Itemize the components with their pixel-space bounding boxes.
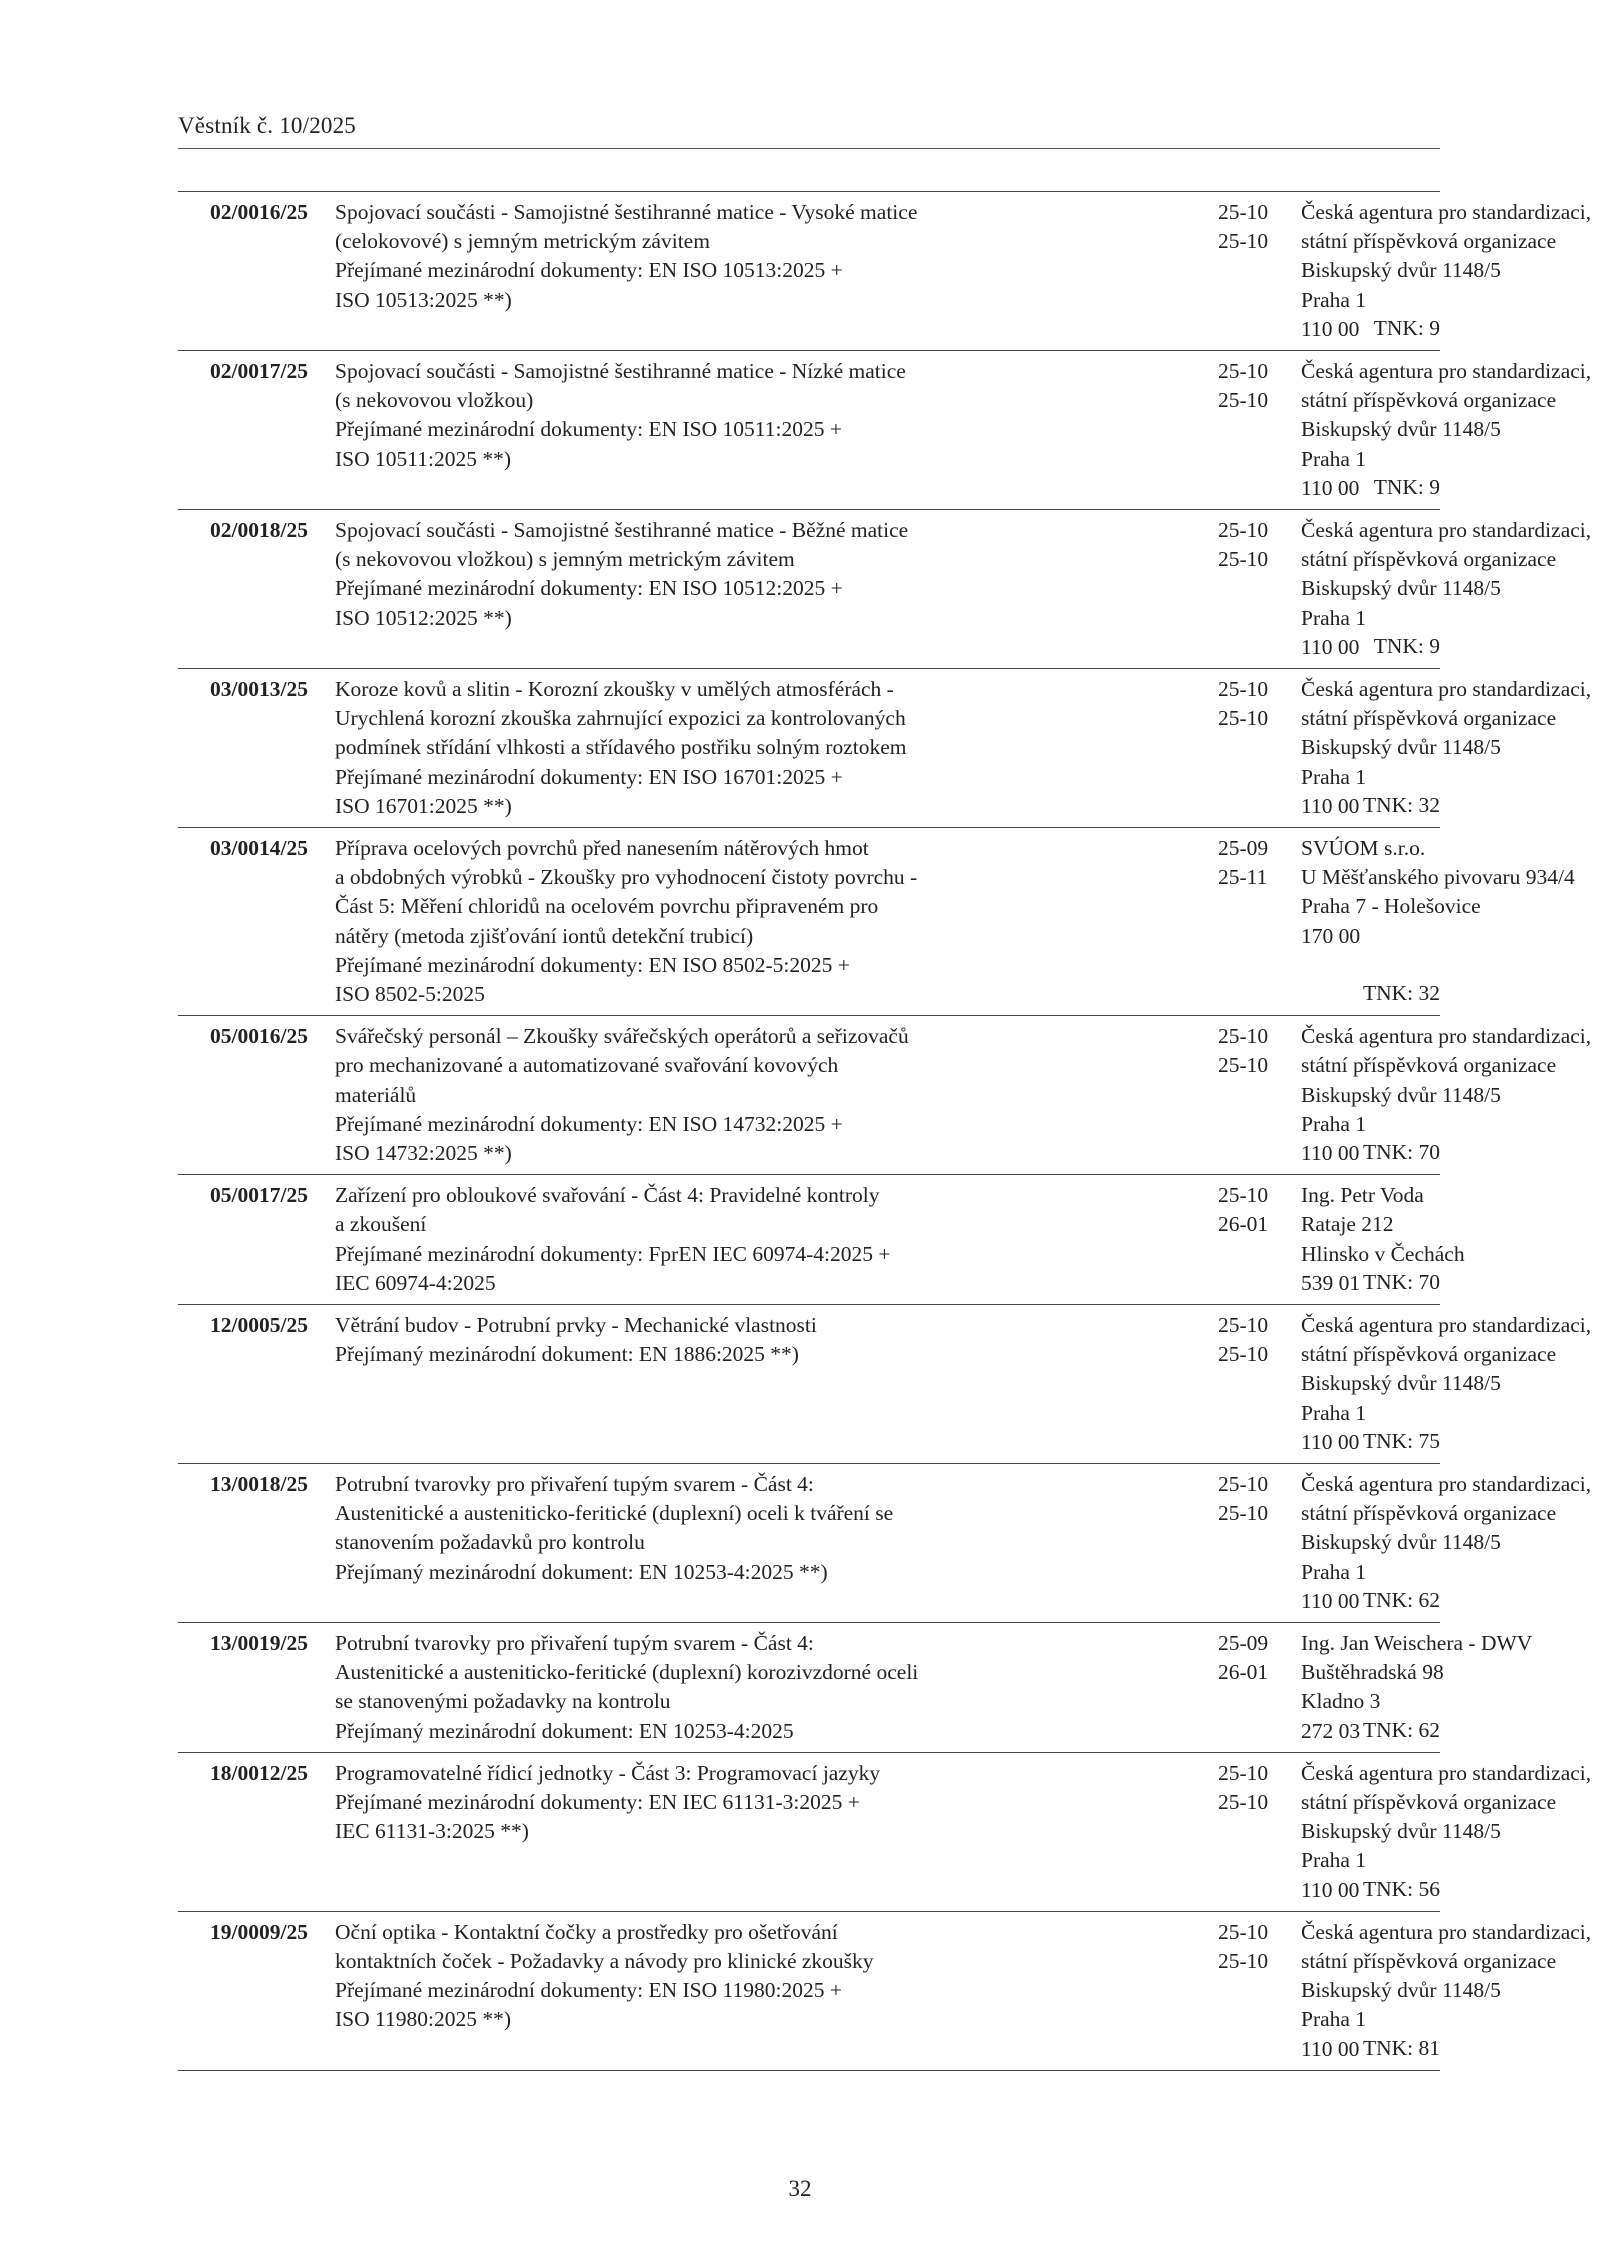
date-value: 25-10 <box>1218 547 1269 572</box>
organization-line: státní příspěvková organizace <box>1301 1501 1557 1526</box>
tnk-number: TNK: 32 <box>1362 792 1440 817</box>
standard-title-line: Programovatelné řídicí jednotky - Část 3: Programovací jazyky <box>335 1760 881 1785</box>
organization-line: státní příspěvková organizace <box>1301 1053 1557 1078</box>
standard-title-line: Větrání budov - Potrubní prvky - Mechanické vlastnosti <box>335 1312 817 1337</box>
organization-cell <box>1301 675 1592 821</box>
organization-line: Praha 7 - Holešovice <box>1301 894 1481 919</box>
date-value: 26-01 <box>1218 1660 1269 1685</box>
standard-title-line: Spojovací součásti - Samojistné šestihranné matice - Nízké matice <box>335 359 906 383</box>
standard-title-line: Přejímané mezinárodní dokumenty: EN ISO 16701:2025 + <box>335 764 843 789</box>
date-value: 25-10 <box>1218 1919 1269 1944</box>
standard-title-line: a obdobných výrobků - Zkoušky pro vyhodnocení čistoty povrchu - <box>335 865 918 890</box>
document-code-cell <box>178 516 308 545</box>
standard-title-line: Potrubní tvarovky pro přivaření tupým svarem - Část 4: <box>335 1471 814 1496</box>
standard-title-line: stanovením požadavků pro kontrolu <box>335 1530 645 1555</box>
organization-line: Ing. Jan Weischera - DWV <box>1301 1630 1533 1655</box>
page-header <box>178 112 1440 149</box>
table-row <box>178 1016 1592 1175</box>
standard-title-line: ISO 10511:2025 **) <box>335 446 511 471</box>
standards-table <box>178 191 1592 2071</box>
tnk-number: TNK: 70 <box>1362 1269 1440 1294</box>
standard-title-line: kontaktních čoček - Požadavky a návody pro klinické zkoušky <box>335 1948 874 1973</box>
table-row <box>178 1753 1592 1912</box>
standard-title-line: Austenitické a austeniticko-feritické (duplexní) oceli k tváření se <box>335 1501 894 1526</box>
standard-title-line: Přejímané mezinárodní dokumenty: EN ISO 10511:2025 + <box>335 417 842 442</box>
document-code: 18/0012/25 <box>210 1760 308 1785</box>
document-code: 02/0017/25 <box>210 359 308 383</box>
standard-title-cell <box>335 1918 1180 2035</box>
standard-title-cell <box>335 357 1180 474</box>
standard-title-line: a zkoušení <box>335 1212 427 1237</box>
table-row <box>178 1623 1533 1753</box>
date-value: 25-10 <box>1218 1053 1269 1078</box>
date-value: 25-10 <box>1218 1471 1269 1496</box>
standard-title-line: Urychlená korozní zkouška zahrnující expozici za kontrolovaných <box>335 706 906 731</box>
organization-line: Praha 1 <box>1301 605 1367 630</box>
organization-cell <box>1301 1181 1561 1298</box>
standard-title-line: Přejímaný mezinárodní dokument: EN 1886:2025 **) <box>335 1342 799 1367</box>
organization-line: Česká agentura pro standardizaci, <box>1301 1760 1592 1785</box>
dates-cell <box>1218 1311 1278 1369</box>
document-code-cell <box>178 1759 308 1788</box>
tnk-number: TNK: 75 <box>1362 1428 1440 1453</box>
document-code-cell <box>178 1918 308 1947</box>
organization-line: Biskupský dvůr 1148/5 <box>1301 1371 1501 1396</box>
document-code: 02/0016/25 <box>210 200 308 224</box>
standard-title-line: Přejímaný mezinárodní dokument: EN 10253-4:2025 **) <box>335 1559 828 1584</box>
standard-title-cell <box>335 1311 1180 1369</box>
document-code: 03/0013/25 <box>210 677 308 701</box>
organization-line: Biskupský dvůr 1148/5 <box>1301 258 1501 283</box>
standard-title-line: Příprava ocelových povrchů před nanesením nátěrových hmot <box>335 836 869 860</box>
date-value: 25-11 <box>1218 865 1268 890</box>
tnk-number: TNK: 62 <box>1362 1587 1440 1612</box>
dates-cell <box>1218 1470 1278 1528</box>
standard-title-line: (celokovové) s jemným metrickým závitem <box>335 229 710 254</box>
dates-cell <box>1218 198 1278 256</box>
date-value: 25-10 <box>1218 1312 1269 1337</box>
organization-line: státní příspěvková organizace <box>1301 1342 1557 1367</box>
table-row <box>178 1305 1592 1464</box>
document-code: 05/0016/25 <box>210 1024 308 1049</box>
organization-line: 110 00 <box>1301 634 1360 659</box>
document-code-cell <box>178 834 308 863</box>
table-row <box>178 1175 1465 1305</box>
date-value: 25-10 <box>1218 706 1269 731</box>
tnk-number: TNK: 56 <box>1362 1876 1440 1901</box>
standard-title-line: Část 5: Měření chloridů na ocelovém povrchu připraveném pro <box>335 894 879 919</box>
organization-line: Biskupský dvůr 1148/5 <box>1301 1819 1501 1844</box>
table-row <box>178 1464 1592 1623</box>
organization-line: 110 00 <box>1301 2036 1360 2061</box>
organization-line: Česká agentura pro standardizaci, <box>1301 1919 1592 1944</box>
document-code: 05/0017/25 <box>210 1183 308 1208</box>
date-value: 25-10 <box>1218 1183 1269 1208</box>
organization-line: U Měšťanského pivovaru 934/4 <box>1301 865 1575 890</box>
table-row <box>178 192 1592 351</box>
document-code-cell <box>178 1311 308 1340</box>
organization-line: Česká agentura pro standardizaci, <box>1301 359 1592 383</box>
standard-title-line: Přejímané mezinárodní dokumenty: EN ISO 11980:2025 + <box>335 1978 842 2003</box>
organization-line: státní příspěvková organizace <box>1301 388 1557 413</box>
organization-cell <box>1301 1629 1561 1746</box>
organization-line: 110 00 <box>1301 793 1360 818</box>
organization-cell <box>1301 198 1592 344</box>
date-value: 25-10 <box>1218 1760 1269 1785</box>
document-code-cell <box>178 1022 308 1051</box>
standard-title-line: Oční optika - Kontaktní čočky a prostředky pro ošetřování <box>335 1919 838 1944</box>
organization-cell <box>1301 1470 1592 1616</box>
journal-title: Věstník č. 10/2025 <box>178 113 356 138</box>
organization-line: Biskupský dvůr 1148/5 <box>1301 576 1501 601</box>
organization-line: 110 00 <box>1301 1141 1360 1165</box>
organization-line: státní příspěvková organizace <box>1301 706 1557 731</box>
organization-cell <box>1301 834 1575 951</box>
date-value: 25-10 <box>1218 518 1269 542</box>
standard-title-line: ISO 10513:2025 **) <box>335 287 512 312</box>
table-row <box>178 1912 1592 2071</box>
organization-line: Praha 1 <box>1301 287 1367 312</box>
document-code-cell <box>178 357 308 386</box>
organization-cell <box>1301 1759 1592 1905</box>
standard-title-line: Svářečský personál – Zkoušky svářečských operátorů a seřizovačů <box>335 1024 909 1049</box>
document-code-cell <box>178 1629 308 1658</box>
standard-title-line: Přejímané mezinárodní dokumenty: EN ISO 14732:2025 + <box>335 1111 843 1136</box>
table-row <box>178 669 1592 828</box>
tnk-number: TNK: 62 <box>1362 1717 1440 1742</box>
organization-line: Praha 1 <box>1301 1400 1367 1425</box>
tnk-number: TNK: 32 <box>1362 980 1440 1005</box>
standard-title-cell <box>335 1759 1180 1847</box>
dates-cell <box>1218 1759 1278 1817</box>
standard-title-cell <box>335 834 1180 1009</box>
organization-line: Praha 1 <box>1301 2007 1367 2032</box>
organization-cell <box>1301 1918 1592 2064</box>
standard-title-line: Přejímané mezinárodní dokumenty: EN ISO 10513:2025 + <box>335 258 843 283</box>
standard-title-line: se stanovenými požadavky na kontrolu <box>335 1689 671 1714</box>
organization-line: Biskupský dvůr 1148/5 <box>1301 417 1501 442</box>
tnk-number: TNK: 81 <box>1362 2035 1440 2060</box>
organization-line: Ing. Petr Voda <box>1301 1183 1424 1208</box>
organization-cell <box>1301 357 1592 503</box>
organization-line: státní příspěvková organizace <box>1301 229 1557 254</box>
dates-cell <box>1218 1022 1278 1080</box>
page-number: 32 <box>788 2176 812 2201</box>
dates-cell <box>1218 834 1278 892</box>
standard-title-line: Přejímané mezinárodní dokumenty: EN ISO 10512:2025 + <box>335 576 843 601</box>
date-value: 25-10 <box>1218 200 1269 224</box>
standard-title-line: IEC 60974-4:2025 <box>335 1270 496 1295</box>
standard-title-line: Zařízení pro obloukové svařování - Část 4: Pravidelné kontroly <box>335 1183 880 1208</box>
dates-cell <box>1218 357 1278 415</box>
tnk-number: TNK: 9 <box>1373 474 1440 499</box>
table-row <box>178 510 1592 669</box>
dates-cell <box>1218 1629 1278 1687</box>
organization-line: Biskupský dvůr 1148/5 <box>1301 1082 1501 1107</box>
standard-title-line: ISO 8502-5:2025 <box>335 982 485 1007</box>
organization-line: 170 00 <box>1301 923 1361 948</box>
date-value: 25-10 <box>1218 359 1269 383</box>
standard-title-line: Koroze kovů a slitin - Korozní zkoušky v umělých atmosférách - <box>335 677 894 701</box>
dates-cell <box>1218 1918 1278 1976</box>
tnk-number: TNK: 9 <box>1373 633 1440 658</box>
organization-line: 272 03 <box>1301 1718 1361 1743</box>
standard-title-line: Potrubní tvarovky pro přivaření tupým svarem - Část 4: <box>335 1630 814 1655</box>
date-value: 25-10 <box>1218 1948 1269 1973</box>
organization-line: Praha 1 <box>1301 1111 1367 1136</box>
organization-cell <box>1301 1311 1592 1457</box>
organization-line: Biskupský dvůr 1148/5 <box>1301 1530 1501 1555</box>
standard-title-line: ISO 11980:2025 **) <box>335 2007 511 2032</box>
dates-cell <box>1218 516 1278 574</box>
date-value: 25-10 <box>1218 1789 1269 1814</box>
tnk-number: TNK: 9 <box>1373 315 1440 340</box>
organization-line: Praha 1 <box>1301 764 1367 789</box>
organization-line: Kladno 3 <box>1301 1689 1381 1714</box>
date-value: 25-10 <box>1218 677 1269 701</box>
standard-title-line: podmínek střídání vlhkosti a střídavého postřiku solným roztokem <box>335 735 907 760</box>
organization-line: Hlinsko v Čechách <box>1301 1241 1465 1266</box>
organization-line: státní příspěvková organizace <box>1301 1948 1557 1973</box>
organization-line: Česká agentura pro standardizaci, <box>1301 518 1592 542</box>
dates-cell <box>1218 675 1278 733</box>
organization-line: SVÚOM s.r.o. <box>1301 836 1426 860</box>
document-code-cell <box>178 675 308 704</box>
date-value: 25-10 <box>1218 1501 1269 1526</box>
date-value: 26-01 <box>1218 1212 1269 1237</box>
standard-title-line: materiálů <box>335 1082 417 1107</box>
standard-title-line: IEC 61131-3:2025 **) <box>335 1819 529 1844</box>
organization-line: 110 00 <box>1301 1588 1360 1613</box>
organization-line: Praha 1 <box>1301 446 1367 471</box>
organization-line: Biskupský dvůr 1148/5 <box>1301 735 1501 760</box>
date-value: 25-09 <box>1218 1630 1269 1655</box>
document-code: 12/0005/25 <box>210 1312 308 1337</box>
date-value: 25-10 <box>1218 229 1269 254</box>
date-value: 25-09 <box>1218 836 1269 860</box>
document-code-cell <box>178 1181 308 1210</box>
standard-title-cell <box>335 1470 1180 1587</box>
standard-title-cell <box>335 198 1180 315</box>
standard-title-line: Spojovací součásti - Samojistné šestihranné matice - Vysoké matice <box>335 200 918 224</box>
organization-line: Česká agentura pro standardizaci, <box>1301 1312 1592 1337</box>
organization-line: Praha 1 <box>1301 1848 1367 1873</box>
organization-line: státní příspěvková organizace <box>1301 547 1557 572</box>
organization-line: 110 00 <box>1301 475 1360 500</box>
organization-line: státní příspěvková organizace <box>1301 1789 1557 1814</box>
standard-title-line: ISO 10512:2025 **) <box>335 605 512 630</box>
tnk-number: TNK: 70 <box>1362 1139 1440 1164</box>
dates-cell <box>1218 1181 1278 1239</box>
standard-title-cell <box>335 1629 1180 1746</box>
standard-title-line: Přejímaný mezinárodní dokument: EN 10253-4:2025 <box>335 1718 794 1743</box>
organization-line: 110 00 <box>1301 1877 1360 1902</box>
standard-title-cell <box>335 516 1180 633</box>
organization-line: 539 01 <box>1301 1270 1361 1295</box>
standard-title-line: Přejímané mezinárodní dokumenty: EN ISO 8502-5:2025 + <box>335 952 850 977</box>
document-code: 19/0009/25 <box>210 1919 308 1944</box>
document-code: 03/0014/25 <box>210 836 308 860</box>
table-row <box>178 828 1575 1016</box>
document-code: 13/0019/25 <box>210 1630 308 1655</box>
standard-title-line: ISO 16701:2025 **) <box>335 793 512 818</box>
standard-title-cell <box>335 1181 1180 1298</box>
date-value: 25-10 <box>1218 1024 1269 1049</box>
document-code: 13/0018/25 <box>210 1471 308 1496</box>
organization-line: Česká agentura pro standardizaci, <box>1301 677 1592 701</box>
document-code-cell <box>178 1470 308 1499</box>
standard-title-line: Spojovací součásti - Samojistné šestihranné matice - Běžné matice <box>335 518 909 542</box>
organization-cell <box>1301 1022 1592 1168</box>
document-code: 02/0018/25 <box>210 518 308 542</box>
standard-title-line: pro mechanizované a automatizované svařování kovových <box>335 1053 839 1078</box>
organization-line: Biskupský dvůr 1148/5 <box>1301 1978 1501 2003</box>
organization-cell <box>1301 516 1592 662</box>
organization-line: Rataje 212 <box>1301 1212 1394 1237</box>
organization-line: 110 00 <box>1301 316 1360 341</box>
organization-line: Praha 1 <box>1301 1559 1367 1584</box>
date-value: 25-10 <box>1218 388 1269 413</box>
standard-title-line: (s nekovovou vložkou) s jemným metrickým závitem <box>335 547 795 572</box>
standard-title-line: Přejímané mezinárodní dokumenty: EN IEC 61131-3:2025 + <box>335 1789 860 1814</box>
organization-line: Česká agentura pro standardizaci, <box>1301 200 1592 224</box>
standard-title-line: Austenitické a austeniticko-feritické (duplexní) korozivzdorné oceli <box>335 1660 919 1685</box>
standard-title-line: Přejímané mezinárodní dokumenty: FprEN IEC 60974-4:2025 + <box>335 1241 891 1266</box>
document-code-cell <box>178 198 308 227</box>
organization-line: Česká agentura pro standardizaci, <box>1301 1024 1592 1049</box>
standard-title-line: ISO 14732:2025 **) <box>335 1141 512 1165</box>
date-value: 25-10 <box>1218 1342 1269 1367</box>
standard-title-cell <box>335 1022 1180 1168</box>
organization-line: Česká agentura pro standardizaci, <box>1301 1471 1592 1496</box>
organization-line: Buštěhradská 98 <box>1301 1660 1444 1685</box>
organization-line: 110 00 <box>1301 1429 1360 1454</box>
standard-title-line: nátěry (metoda zjišťování iontů detekční trubicí) <box>335 923 754 948</box>
table-row <box>178 351 1592 510</box>
standard-title-cell <box>335 675 1180 821</box>
standard-title-line: (s nekovovou vložkou) <box>335 388 534 413</box>
